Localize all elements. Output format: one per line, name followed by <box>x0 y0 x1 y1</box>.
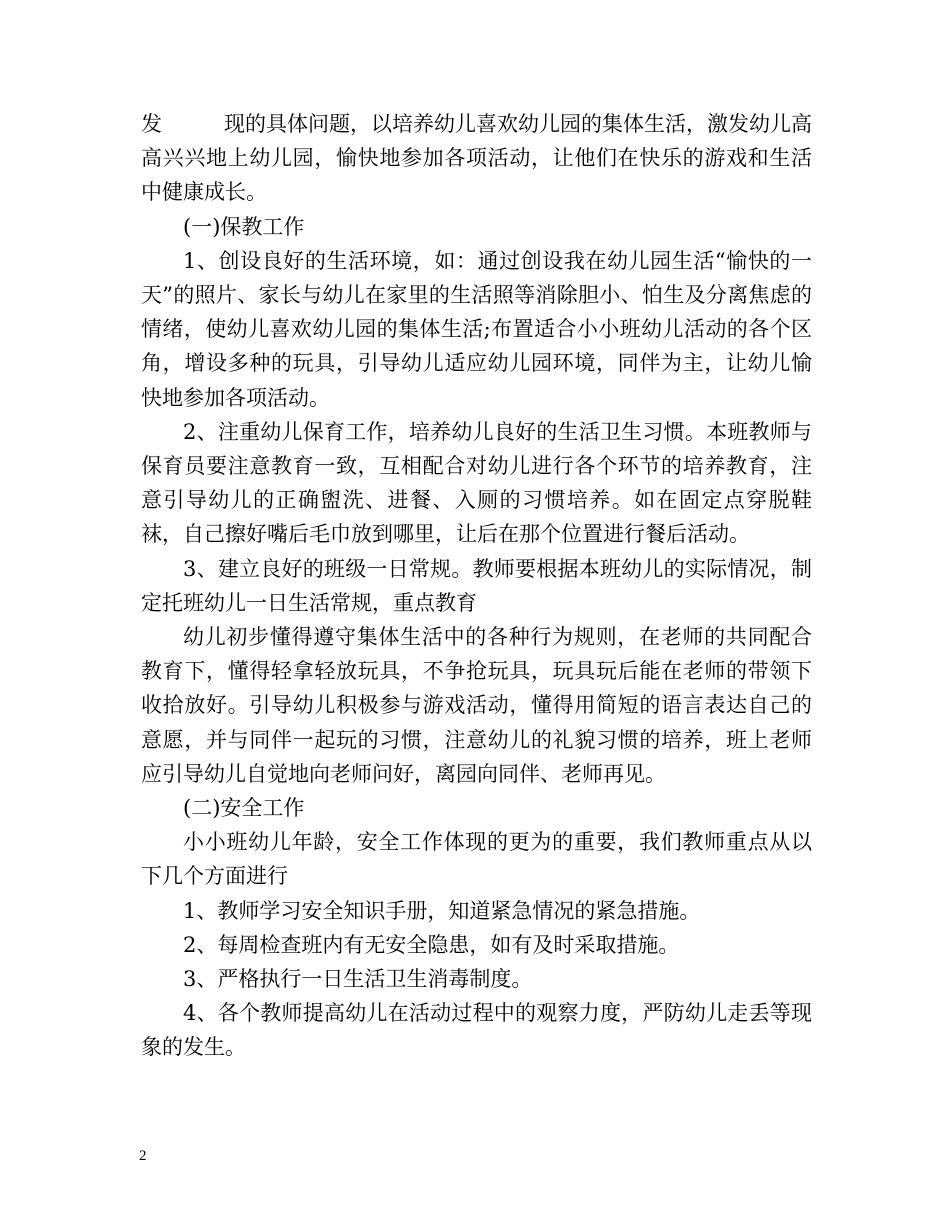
list-item-safety-2: 2、每周检查班内有无安全隐患，如有及时采取措施。 <box>183 932 680 957</box>
paragraph-continuation <box>141 107 812 210</box>
page-number: 2 <box>139 1148 147 1164</box>
paragraph-environment: 1、创设良好的生活环境，如：通过创设我在幼儿园生活“愉快的一天”的照片、家长与幼儿在家里的生活照等消除胆小、怕生及分离焦虑的情绪，使幼儿喜欢幼儿园的集体生活;布置适合小小班幼儿活动的各个区角，增设多种的玩具，引导幼儿适应幼儿园环境，同伴为主，让幼儿愉快地参加各项活动。 <box>141 248 812 410</box>
list-item-safety-1: 1、教师学习安全知识手册，知道紧急情况的紧急措施。 <box>183 898 701 923</box>
section-heading-safety: (二)安全工作 <box>183 796 305 821</box>
list-item-safety-4: 4、各个教师提高幼儿在活动过程中的观察力度，严防幼儿走丢等现象的发生。 <box>141 1001 812 1060</box>
paragraph-rest-text: 现的具体问题，以培养幼儿喜欢幼儿园的集体生活，激发幼儿高高兴兴地上幼儿园，愉快地参加各项活动，让他们在快乐的游戏和生活中健康成长。 <box>141 112 812 205</box>
document-body <box>141 107 812 1065</box>
paragraph-start-text: 发 <box>141 112 162 136</box>
section-heading-care-education: (一)保教工作 <box>183 214 305 239</box>
paragraph-behavior-rules: 幼儿初步懂得遵守集体生活中的各种行为规则，在老师的共同配合教育下，懂得轻拿轻放玩具，不争抢玩具，玩具玩后能在老师的带领下收拾放好。引导幼儿积极参与游戏活动，懂得用简短的语言表达自己的意愿，并与同伴一起玩的习惯，注意幼儿的礼貌习惯的培养，班上老师应引导幼儿自觉地向老师问好，离园向同伴、老师再见。 <box>141 625 812 786</box>
paragraph-daily-routine: 3、建立良好的班级一日常规。教师要根据本班幼儿的实际情况，制定托班幼儿一日生活常规，重点教育 <box>141 556 812 615</box>
paragraph-safety-intro: 小小班幼儿年龄，安全工作体现的更为的重要，我们教师重点从以下几个方面进行 <box>141 830 812 889</box>
paragraph-hygiene-habits: 2、注重幼儿保育工作，培养幼儿良好的生活卫生习惯。本班教师与保育员要注意教育一致，互相配合对幼儿进行各个环节的培养教育，注意引导幼儿的正确盥洗、进餐、入厕的习惯培养。如在固定点穿脱鞋袜，自己擦好嘴后毛巾放到哪里，让后在那个位置进行餐后活动。 <box>141 419 812 547</box>
list-item-safety-3: 3、严格执行一日生活卫生消毒制度。 <box>183 967 533 992</box>
